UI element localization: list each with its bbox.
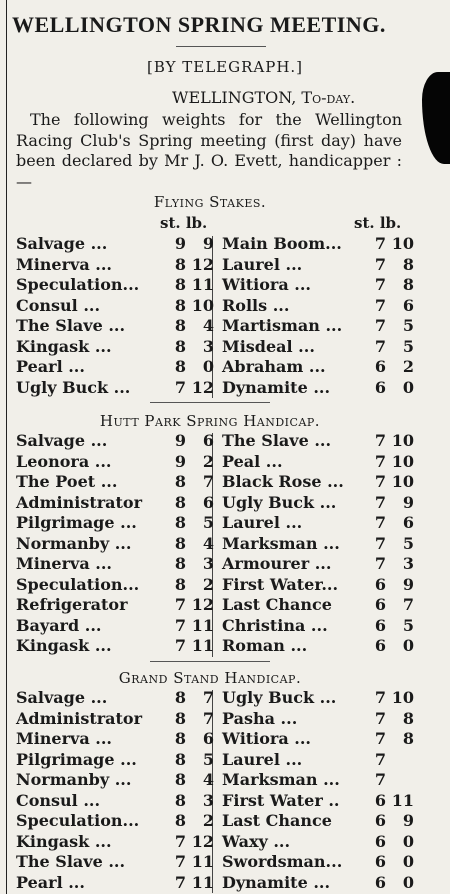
horse-name: Pearl ... — [16, 872, 85, 892]
weight-pounds: 0 — [202, 357, 214, 376]
table-row — [0, 534, 450, 555]
weight-pounds: 8 — [402, 729, 414, 748]
horse-name: Black Rose ... — [222, 472, 344, 491]
weight-pounds: 11 — [391, 790, 414, 810]
weight-pounds: 6 — [402, 513, 414, 532]
weight-stone: 7 — [374, 554, 386, 573]
horse-name: Abraham ... — [222, 357, 326, 376]
section-title: Grand Stand Handicap. — [118, 669, 302, 687]
units-right — [354, 214, 401, 232]
weight-pounds: 2 — [202, 574, 214, 594]
table-row — [0, 636, 450, 657]
horse-name: Consul ... — [16, 295, 101, 315]
weight-pounds: 3 — [402, 554, 414, 573]
table-row — [0, 616, 450, 637]
weight-pounds: 5 — [202, 513, 214, 532]
table-row — [0, 493, 450, 514]
horse-name: The Slave ... — [16, 852, 126, 871]
horse-name: Administrator — [16, 492, 143, 512]
weight-stone: 6 — [374, 852, 386, 871]
horse-name: Kingask ... — [16, 636, 112, 655]
weight-stone: 7 — [374, 749, 386, 769]
table-row — [0, 832, 450, 853]
horse-name: First Water... — [222, 574, 339, 594]
weight-stone: 8 — [174, 574, 186, 594]
table-row — [0, 275, 450, 296]
intro-text: The following weights for the Wellington Racing Club's Spring meeting (first day) have been declared by Mr J. O. Evett, handicapper :— — [16, 110, 402, 191]
weight-stone: 8 — [174, 688, 186, 707]
weight-stone: 7 — [174, 852, 186, 871]
weight-stone: 7 — [374, 451, 386, 471]
weight-stone: 8 — [174, 336, 186, 356]
weight-pounds: 12 — [191, 831, 214, 851]
horse-name: Kingask ... — [16, 831, 112, 851]
horse-name: Pilgrimage ... — [16, 749, 137, 769]
table-row — [0, 595, 450, 616]
weight-pounds: 10 — [191, 295, 214, 315]
horse-name: Dynamite ... — [222, 872, 331, 892]
table-row — [0, 873, 450, 894]
weight-stone: 7 — [374, 770, 386, 789]
weight-stone: 7 — [374, 275, 386, 294]
table-row — [0, 709, 450, 730]
weight-pounds: 11 — [191, 872, 214, 892]
units-pounds: lb. — [180, 214, 208, 232]
weight-stone: 8 — [174, 492, 186, 512]
weight-pounds: 9 — [402, 811, 414, 830]
weight-stone: 7 — [374, 688, 386, 707]
horse-name: Dynamite ... — [222, 377, 331, 397]
horse-name: Minerva ... — [16, 254, 112, 274]
weight-pounds: 9 — [202, 234, 214, 253]
horse-name: Laurel ... — [222, 749, 303, 769]
weight-stone: 8 — [174, 316, 186, 335]
horse-name: Rolls ... — [222, 295, 290, 315]
table-row — [0, 296, 450, 317]
horse-name: The Slave ... — [222, 431, 332, 450]
weight-stone: 7 — [374, 708, 386, 728]
weight-stone: 6 — [374, 574, 386, 594]
table-row — [0, 255, 450, 276]
weight-pounds: 2 — [202, 811, 214, 830]
horse-name: Refrigerator — [16, 595, 128, 614]
units-pounds: lb. — [374, 214, 402, 232]
horse-name: Laurel ... — [222, 513, 303, 532]
weight-pounds: 0 — [402, 872, 414, 892]
table-row — [0, 852, 450, 873]
weight-stone: 7 — [174, 615, 186, 635]
section-title: Hutt Park Spring Handicap. — [99, 412, 321, 430]
weight-stone: 6 — [374, 811, 386, 830]
horse-name: The Slave ... — [16, 316, 126, 335]
weight-stone: 9 — [174, 451, 186, 471]
units-stone: st. — [354, 214, 375, 232]
horse-name: Leonora ... — [16, 451, 112, 471]
weight-stone: 6 — [374, 636, 386, 655]
weight-stone: 8 — [174, 295, 186, 315]
weight-stone: 6 — [374, 831, 386, 851]
weight-stone: 7 — [374, 316, 386, 335]
weight-pounds: 6 — [202, 431, 214, 450]
table-row — [0, 729, 450, 750]
weight-pounds: 6 — [402, 295, 414, 315]
weight-stone: 8 — [174, 554, 186, 573]
horse-name: Salvage ... — [16, 688, 108, 707]
weight-stone: 7 — [174, 831, 186, 851]
horse-name: Speculation... — [16, 275, 140, 294]
weight-pounds: 7 — [202, 708, 214, 728]
weight-stone: 7 — [374, 254, 386, 274]
weight-pounds: 3 — [202, 336, 214, 356]
horse-name: Marksman ... — [222, 770, 340, 789]
weight-pounds: 0 — [402, 831, 414, 851]
weight-pounds: 12 — [191, 254, 214, 274]
headline-rule — [176, 46, 266, 47]
weight-pounds: 3 — [202, 790, 214, 810]
table-row — [0, 770, 450, 791]
horse-name: Pearl ... — [16, 357, 85, 376]
weight-pounds: 11 — [191, 275, 214, 294]
weight-pounds: 4 — [202, 770, 214, 789]
weight-pounds: 9 — [402, 574, 414, 594]
weight-stone: 8 — [174, 472, 186, 491]
table-row — [0, 337, 450, 358]
units-left — [160, 214, 207, 232]
weight-pounds: 5 — [402, 316, 414, 335]
weight-pounds: 12 — [191, 595, 214, 614]
section-rule — [150, 402, 270, 403]
horse-name: Pasha ... — [222, 708, 298, 728]
weight-stone: 7 — [374, 295, 386, 315]
table-row — [0, 513, 450, 534]
weight-pounds: 6 — [202, 729, 214, 748]
weight-pounds: 8 — [402, 708, 414, 728]
dateline: WELLINGTON, To-day. — [172, 88, 356, 107]
horse-name: The Poet ... — [16, 472, 118, 491]
weight-stone: 9 — [174, 431, 186, 450]
weight-stone: 7 — [174, 377, 186, 397]
table-row — [0, 811, 450, 832]
weight-pounds: 5 — [402, 533, 414, 553]
horse-name: Last Chance — [222, 595, 332, 614]
horse-name: Consul ... — [16, 790, 101, 810]
entries-right — [0, 688, 450, 893]
weight-stone: 7 — [174, 595, 186, 614]
weight-pounds: 10 — [391, 688, 414, 707]
horse-name: Administrator — [16, 708, 143, 728]
horse-name: Last Chance — [222, 811, 332, 830]
weight-stone: 7 — [374, 729, 386, 748]
weight-pounds: 7 — [202, 472, 214, 491]
weight-stone: 8 — [174, 811, 186, 830]
horse-name: Ugly Buck ... — [16, 377, 131, 397]
weight-stone: 6 — [374, 377, 386, 397]
weight-stone: 7 — [174, 872, 186, 892]
weight-stone: 8 — [174, 513, 186, 532]
weight-pounds: 2 — [402, 357, 414, 376]
table-row — [0, 378, 450, 399]
weight-pounds: 11 — [191, 615, 214, 635]
headline: WELLINGTON SPRING MEETING. — [12, 12, 386, 37]
weight-stone: 8 — [174, 275, 186, 294]
horse-name: Swordsman... — [222, 852, 343, 871]
table-row — [0, 316, 450, 337]
horse-name: Marksman ... — [222, 533, 340, 553]
weight-stone: 7 — [374, 513, 386, 532]
horse-name: Kingask ... — [16, 336, 112, 356]
weight-stone: 8 — [174, 790, 186, 810]
horse-name: Waxy ... — [222, 831, 291, 851]
horse-name: Martisman ... — [222, 316, 343, 335]
weight-pounds: 7 — [202, 688, 214, 707]
weight-pounds: 11 — [191, 852, 214, 871]
horse-name: Peal ... — [222, 451, 283, 471]
horse-name: Minerva ... — [16, 554, 112, 573]
horse-name: Main Boom... — [222, 234, 342, 253]
weight-stone: 9 — [174, 234, 186, 253]
weight-pounds: 4 — [202, 316, 214, 335]
table-row — [0, 452, 450, 473]
weight-pounds: 0 — [402, 377, 414, 397]
weight-stone: 8 — [174, 749, 186, 769]
weight-pounds: 8 — [402, 254, 414, 274]
horse-name: Christina ... — [222, 615, 328, 635]
horse-name: Bayard ... — [16, 615, 102, 635]
table-row — [0, 431, 450, 452]
byline: [BY TELEGRAPH.] — [146, 58, 304, 76]
weight-stone: 7 — [374, 492, 386, 512]
table-row — [0, 472, 450, 493]
entries-right — [0, 234, 450, 398]
horse-name: Minerva ... — [16, 729, 112, 748]
weight-pounds: 4 — [202, 533, 214, 553]
table-row — [0, 688, 450, 709]
horse-name: Laurel ... — [222, 254, 303, 274]
weight-stone: 8 — [174, 357, 186, 376]
weight-stone: 7 — [374, 431, 386, 450]
horse-name: Normanby ... — [16, 770, 132, 789]
horse-name: Speculation... — [16, 574, 140, 594]
horse-name: Speculation... — [16, 811, 140, 830]
table-row — [0, 357, 450, 378]
weight-pounds: 9 — [402, 492, 414, 512]
weight-stone: 6 — [374, 790, 386, 810]
weight-stone: 7 — [374, 472, 386, 491]
weight-stone: 7 — [174, 636, 186, 655]
weight-pounds: 5 — [202, 749, 214, 769]
horse-name: Salvage ... — [16, 431, 108, 450]
table-row — [0, 575, 450, 596]
weight-stone: 7 — [374, 336, 386, 356]
horse-name: Pilgrimage ... — [16, 513, 137, 532]
horse-name: Normanby ... — [16, 533, 132, 553]
weight-pounds: 0 — [402, 636, 414, 655]
weight-stone: 7 — [374, 533, 386, 553]
weight-stone: 8 — [174, 770, 186, 789]
table-row — [0, 791, 450, 812]
weight-pounds: 5 — [402, 615, 414, 635]
weight-stone: 7 — [374, 234, 386, 253]
weight-stone: 8 — [174, 533, 186, 553]
horse-name: Armourer ... — [222, 554, 332, 573]
weight-pounds: 5 — [402, 336, 414, 356]
units-stone: st. — [160, 214, 181, 232]
weight-pounds: 6 — [202, 492, 214, 512]
weight-pounds: 10 — [391, 234, 414, 253]
horse-name: Ugly Buck ... — [222, 688, 337, 707]
entries-right — [0, 431, 450, 657]
weight-pounds: 12 — [191, 377, 214, 397]
horse-name: First Water .. — [222, 790, 340, 810]
weight-pounds: 3 — [202, 554, 214, 573]
horse-name: Witiora ... — [222, 729, 311, 748]
table-row — [0, 234, 450, 255]
weight-stone: 6 — [374, 357, 386, 376]
horse-name: Misdeal ... — [222, 336, 315, 356]
weight-stone: 6 — [374, 872, 386, 892]
table-row — [0, 554, 450, 575]
weight-stone: 8 — [174, 729, 186, 748]
weight-stone: 8 — [174, 254, 186, 274]
weight-pounds: 8 — [402, 275, 414, 294]
weight-stone: 6 — [374, 595, 386, 614]
weight-pounds: 11 — [191, 636, 214, 655]
horse-name: Roman ... — [222, 636, 308, 655]
section-rule — [150, 661, 270, 662]
weight-pounds: 0 — [402, 852, 414, 871]
horse-name: Salvage ... — [16, 234, 108, 253]
weight-stone: 8 — [174, 708, 186, 728]
weight-pounds: 10 — [391, 431, 414, 450]
section-title: Flying Stakes. — [153, 193, 267, 211]
horse-name: Witiora ... — [222, 275, 311, 294]
table-row — [0, 750, 450, 771]
ink-blot — [422, 72, 450, 164]
intro-paragraph — [16, 110, 402, 192]
weight-pounds: 10 — [391, 472, 414, 491]
weight-pounds: 10 — [391, 451, 414, 471]
weight-pounds: 2 — [202, 451, 214, 471]
weight-pounds: 7 — [402, 595, 414, 614]
weight-stone: 6 — [374, 615, 386, 635]
horse-name: Ugly Buck ... — [222, 492, 337, 512]
